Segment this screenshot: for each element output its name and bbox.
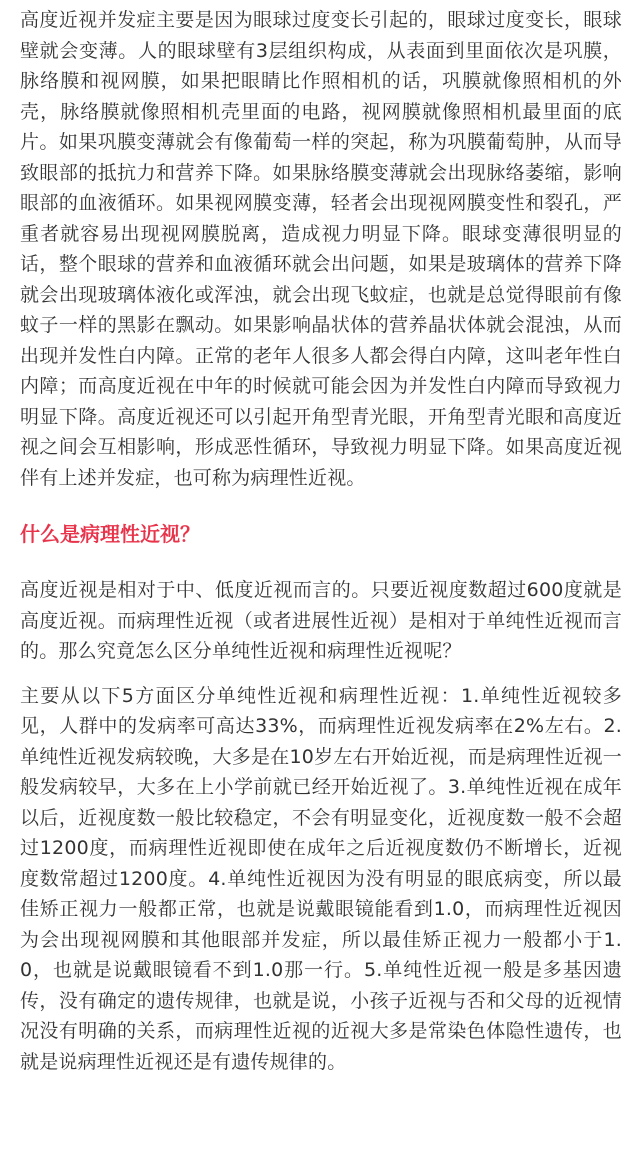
article-paragraph-definition: 高度近视是相对于中、低度近视而言的。只要近视度数超过600度就是高度近视。而病理性近视（或者进展性近视）是相对于单纯性近视而言的。那么究竟怎么区分单纯性近视和病理性近视呢？: [20, 579, 622, 662]
section-heading-pathological-myopia: 什么是病理性近视？: [20, 522, 200, 546]
article-paragraph-differences: 主要从以下5方面区分单纯性近视和病理性近视：1.单纯性近视较多见，人群中的发病率可高达33%，而病理性近视发病率在2%左右。2.单纯性近视发病较晚，大多是在10岁左右开始近视，而是病理性近视一般发病较早，大多在上小学前就已经开始近视了。3.单纯性近视在成年以后，近视度数一般比较稳定，不会有明显变化，近视度数一般不会超过1200度，而病理性近视即使在成年之后近视度数仍不断增长，近视度数常超过1200度。4.单纯性近视因为没有明显的眼底病变，所以最佳矫正视力一般都正常，也就是说戴眼镜能看到1.0，而病理性近视因为会出现视网膜和其他眼部并发症，所以最佳矫正视力一般都小于1.0，也就是说戴眼镜看不到1.0那一行。5.单纯性近视一般是多基因遗传，没有确定的遗传规律，也就是说，小孩子近视与否和父母的近视情况没有明确的关系，而病理性近视的近视大多是常染色体隐性遗传，也就是说病理性近视还是有遗传规律的。: [20, 684, 622, 1073]
article-paragraph-complications: 高度近视并发症主要是因为眼球过度变长引起的，眼球过度变长，眼球壁就会变薄。人的眼球壁有3层组织构成，从表面到里面依次是巩膜，脉络膜和视网膜，如果把眼睛比作照相机的话，巩膜就像照相机的外壳，脉络膜就像照相机壳里面的电路，视网膜就像照相机最里面的底片。如果巩膜变薄就会有像葡萄一样的突起，称为巩膜葡萄肿，从而导致眼部的抵抗力和营养下降。如果脉络膜变薄就会出现脉络萎缩，影响眼部的血液循环。如果视网膜变薄，轻者会出现视网膜变性和裂孔，严重者就容易出现视网膜脱离，造成视力明显下降。眼球变薄很明显的话，整个眼球的营养和血液循环就会出问题，如果是玻璃体的营养下降就会出现玻璃体液化或浑浊，就会出现飞蚊症，也就是总觉得眼前有像蚊子一样的黑影在飘动。如果影响晶状体的营养晶状体就会混浊，从而出现并发性白内障。正常的老年人很多人都会得白内障，这叫老年性白内障；而高度近视在中年的时候就可能会因为并发性白内障而导致视力明显下降。高度近视还可以引起开角型青光眼，开角型青光眼和高度近视之间会互相影响，形成恶性循环，导致视力明显下降。如果高度近视伴有上述并发症，也可称为病理性近视。: [20, 9, 622, 489]
